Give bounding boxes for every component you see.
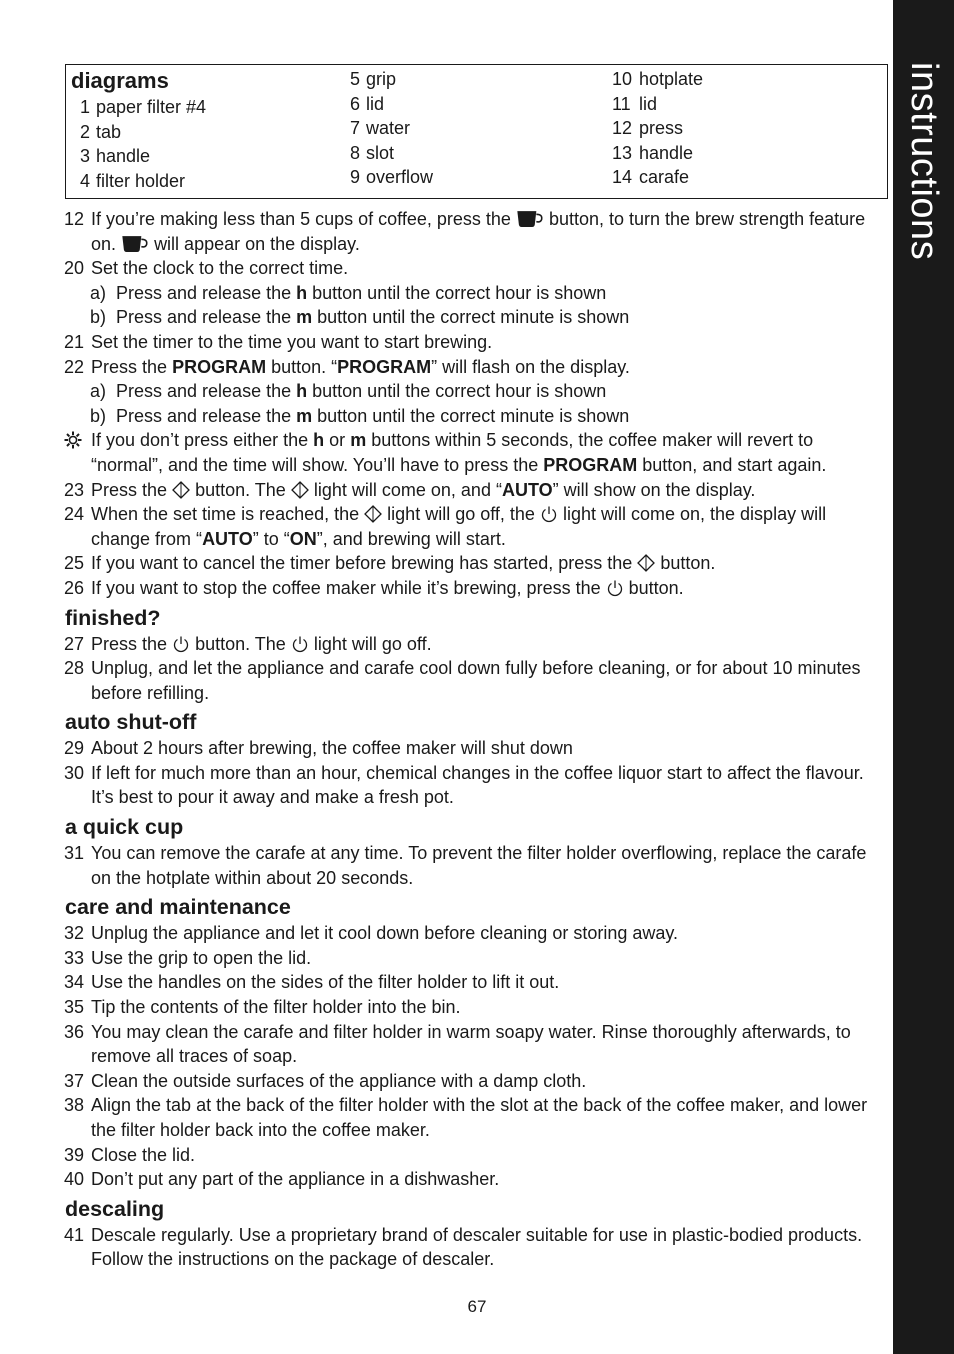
sun-burst-icon (64, 431, 82, 449)
step-text: light will come on, the display will change from “ (91, 504, 827, 549)
step-number: 37 (64, 1070, 85, 1091)
step-text: Press and release the (116, 307, 292, 328)
step-number: 36 (64, 1021, 85, 1042)
cup-icon (516, 209, 544, 228)
step-text: Press the (91, 633, 168, 654)
diagram-item (350, 92, 433, 117)
key-label: ON (289, 528, 317, 549)
step-number: 23 (64, 479, 85, 500)
diagram-item-number: 11 (612, 93, 631, 114)
diagrams-column-3 (612, 67, 703, 190)
step-text: Clean the outside surfaces of the appliance with a damp cloth. (91, 1070, 587, 1091)
step-36 (64, 1020, 886, 1069)
key-label: m (296, 405, 313, 426)
step-text: Unplug the appliance and let it cool down before cleaning or storing away. (91, 923, 679, 944)
step-33 (64, 946, 886, 971)
step-34 (64, 970, 886, 995)
key-label: PROGRAM (337, 356, 432, 377)
diagram-item (80, 144, 206, 169)
step-text: button. The (195, 479, 286, 500)
step-text: ” will flash on the display. (431, 356, 630, 377)
step-text: Set the timer to the time you want to start brewing. (91, 331, 493, 352)
step-number: 38 (64, 1095, 85, 1116)
diagram-item-number: 1 (80, 97, 91, 117)
step-text: Tip the contents of the filter holder into the bin. (91, 997, 461, 1018)
step-text: If left for much more than an hour, chemical changes in the coffee liquor start to affect the flavour. It’s best to pour it away and make a fresh pot. (91, 762, 864, 808)
diagram-item (80, 120, 206, 145)
diagram-item-number: 7 (350, 118, 361, 138)
step-number: 12 (64, 209, 85, 229)
diagram-item-number: 8 (350, 142, 361, 163)
step-number: 24 (64, 504, 85, 525)
diagram-item-number: 4 (80, 170, 91, 191)
diagrams-column-2 (350, 67, 433, 190)
step-text: light will go off, the (387, 504, 535, 525)
step-number: 28 (64, 658, 85, 679)
diagram-item-number: 12 (612, 118, 633, 138)
diagram-item-label: water (366, 118, 411, 138)
diamond-arrows-icon (291, 481, 309, 499)
step-21 (64, 330, 886, 355)
step-text: Use the handles on the sides of the filter holder to lift it out. (91, 972, 560, 993)
step-text: Align the tab at the back of the filter holder with the slot at the back of the coffee maker, and lower the filter holder back into the coffee maker. (91, 1095, 868, 1140)
note (64, 428, 886, 477)
diagram-item (350, 67, 433, 92)
step-text: button. (660, 553, 716, 574)
diagram-item (612, 116, 703, 141)
power-icon (540, 505, 558, 523)
key-label: h (296, 381, 308, 402)
step-text: Press and release the (116, 282, 292, 303)
diagram-item-label: paper filter #4 (96, 97, 207, 117)
key-label: m (296, 307, 313, 328)
step-20 (64, 256, 886, 281)
substep-20b (64, 305, 886, 330)
note-text: If you don’t press either the (91, 430, 309, 451)
step-text: If you’re making less than 5 cups of coffee, press the (91, 209, 511, 229)
step-text: Press the (91, 479, 168, 500)
step-number: 30 (64, 762, 85, 783)
substep-letter: a) (90, 282, 107, 303)
key-label: AUTO (202, 528, 253, 549)
diamond-arrows-icon (364, 505, 382, 523)
step-text: Press and release the (116, 381, 292, 402)
step-26 (64, 576, 886, 601)
step-23 (64, 478, 886, 503)
diagram-item (612, 165, 703, 190)
step-32 (64, 921, 886, 946)
diagram-item (80, 95, 206, 120)
step-text: ” to “ (252, 528, 290, 549)
step-number: 34 (64, 972, 85, 993)
note-text: buttons within 5 seconds, the coffee maker will revert to “normal”, and the time will show. You’ll have to press the (91, 430, 814, 475)
page-number: 67 (467, 1297, 487, 1316)
step-29 (64, 736, 886, 761)
diagram-item-number: 13 (612, 142, 633, 163)
diagram-item-label: grip (366, 69, 397, 89)
step-number: 22 (64, 356, 85, 377)
step-text: button until the correct hour is shown (312, 282, 607, 303)
side-tab-label: instructions (903, 62, 945, 261)
step-text: button. The (195, 633, 286, 654)
diagram-item (612, 92, 703, 117)
diamond-arrows-icon (172, 481, 190, 499)
diagram-item-label: lid (639, 93, 658, 114)
step-text: About 2 hours after brewing, the coffee maker will shut down (91, 738, 573, 759)
step-number: 26 (64, 577, 85, 598)
step-number: 25 (64, 553, 85, 574)
step-38 (64, 1093, 886, 1142)
step-text: If you want to stop the coffee maker while it’s brewing, press the (91, 577, 601, 598)
diagram-item (350, 165, 433, 190)
step-text: Use the grip to open the lid. (91, 947, 312, 968)
substep-letter: b) (90, 307, 107, 328)
key-label: PROGRAM (172, 356, 267, 377)
step-text: Set the clock to the correct time. (91, 258, 349, 279)
step-number: 27 (64, 633, 85, 654)
instructions-content (64, 207, 886, 1272)
diagram-item (612, 141, 703, 166)
section-heading-care-and-maintenance: care and maintenance (65, 895, 291, 920)
substep-letter: a) (90, 381, 107, 402)
step-number: 39 (64, 1144, 85, 1165)
diagram-item-label: slot (366, 142, 395, 163)
step-text: button until the correct minute is shown (317, 405, 630, 426)
diagram-item-label: carafe (639, 167, 690, 187)
step-31 (64, 841, 886, 890)
diamond-arrows-icon (637, 554, 655, 572)
note-text: or (329, 430, 346, 451)
diagram-item-label: filter holder (96, 170, 186, 191)
step-30 (64, 761, 886, 810)
substep-letter: b) (90, 405, 107, 426)
step-12 (64, 207, 886, 256)
diagram-item-label: handle (96, 146, 151, 166)
step-text: ”, and brewing will start. (316, 528, 506, 549)
diagram-item-label: handle (639, 142, 694, 163)
step-text: Press the (91, 356, 168, 377)
key-label: h (313, 430, 325, 451)
diagram-item-number: 6 (350, 93, 361, 114)
diagram-item-number: 10 (612, 69, 633, 89)
key-label: AUTO (501, 479, 553, 500)
substep-22b (64, 404, 886, 429)
section-heading-descaling: descaling (65, 1196, 165, 1221)
step-text: light will go off. (313, 633, 432, 654)
key-label: m (350, 430, 367, 451)
step-39 (64, 1143, 886, 1168)
step-37 (64, 1069, 886, 1094)
diagrams-title: diagrams (71, 68, 169, 93)
step-text: ” will show on the display. (552, 479, 756, 500)
section-heading-finished: finished? (65, 605, 161, 630)
step-41 (64, 1223, 886, 1272)
diagrams-column-1 (80, 95, 206, 193)
diagram-item-number: 5 (350, 69, 361, 89)
step-text: will appear on the display. (154, 233, 360, 254)
section-heading-quick-cup: a quick cup (65, 815, 184, 840)
key-label: h (296, 282, 308, 303)
step-text: Don’t put any part of the appliance in a dishwasher. (91, 1169, 500, 1190)
diagram-item-number: 9 (350, 167, 361, 187)
cup-icon (121, 234, 149, 253)
diagram-item (612, 67, 703, 92)
section-heading-auto-shut-off: auto shut-off (65, 710, 197, 735)
step-text: If you want to cancel the timer before brewing has started, press the (91, 553, 633, 574)
step-text: You may clean the carafe and filter holder in warm soapy water. Rinse thoroughly afterwards, to remove all traces of soap. (91, 1021, 851, 1067)
step-35 (64, 995, 886, 1020)
step-text: light will come on, and “ (313, 479, 502, 500)
power-icon (606, 579, 624, 597)
step-number: 20 (64, 258, 85, 279)
step-text: You can remove the carafe at any time. To prevent the filter holder overflowing, replace the carafe on the hotplate within about 20 seconds. (91, 843, 867, 888)
key-label: PROGRAM (543, 454, 638, 475)
step-text: Press and release the (116, 405, 292, 426)
step-40 (64, 1167, 886, 1192)
step-number: 33 (64, 947, 85, 968)
step-text: button until the correct minute is shown (317, 307, 630, 328)
step-24 (64, 502, 886, 551)
step-text: button until the correct hour is shown (312, 381, 607, 402)
diagram-item (80, 169, 206, 194)
step-22 (64, 355, 886, 380)
diagram-item-number: 14 (612, 167, 633, 187)
substep-22a (64, 379, 886, 404)
diagram-item-label: overflow (366, 167, 434, 187)
step-text: When the set time is reached, the (91, 504, 360, 525)
diagram-item-number: 3 (80, 146, 91, 166)
step-text: Close the lid. (91, 1144, 196, 1165)
step-number: 21 (64, 331, 85, 352)
diagrams-box (65, 64, 888, 199)
step-28 (64, 656, 886, 705)
step-number: 35 (64, 997, 85, 1018)
step-text: button. “ (271, 356, 338, 377)
substep-20a (64, 281, 886, 306)
step-text: button. (628, 577, 684, 598)
diagram-item-label: lid (366, 93, 385, 114)
power-icon (172, 635, 190, 653)
diagram-item-label: press (639, 118, 684, 138)
step-number: 29 (64, 738, 85, 759)
diagram-item-number: 2 (80, 121, 91, 142)
step-number: 41 (64, 1224, 85, 1245)
step-number: 32 (64, 923, 85, 944)
step-number: 31 (64, 843, 85, 864)
step-text: Descale regularly. Use a proprietary brand of descaler suitable for use in plastic-bodied products. Follow the instructions on the package of descaler. (91, 1224, 863, 1270)
step-text: Unplug, and let the appliance and carafe cool down fully before cleaning, or for about 10 minutes before refilling. (91, 658, 861, 703)
step-number: 40 (64, 1169, 85, 1190)
diagram-item-label: tab (96, 121, 122, 142)
step-25 (64, 551, 886, 576)
step-text: button, to turn the brew strength feature on. (91, 209, 866, 254)
note-text: button, and start again. (642, 454, 827, 475)
power-icon (291, 635, 309, 653)
diagram-item (350, 141, 433, 166)
diagram-item (350, 116, 433, 141)
diagram-item-label: hotplate (639, 69, 704, 89)
step-27 (64, 632, 886, 657)
